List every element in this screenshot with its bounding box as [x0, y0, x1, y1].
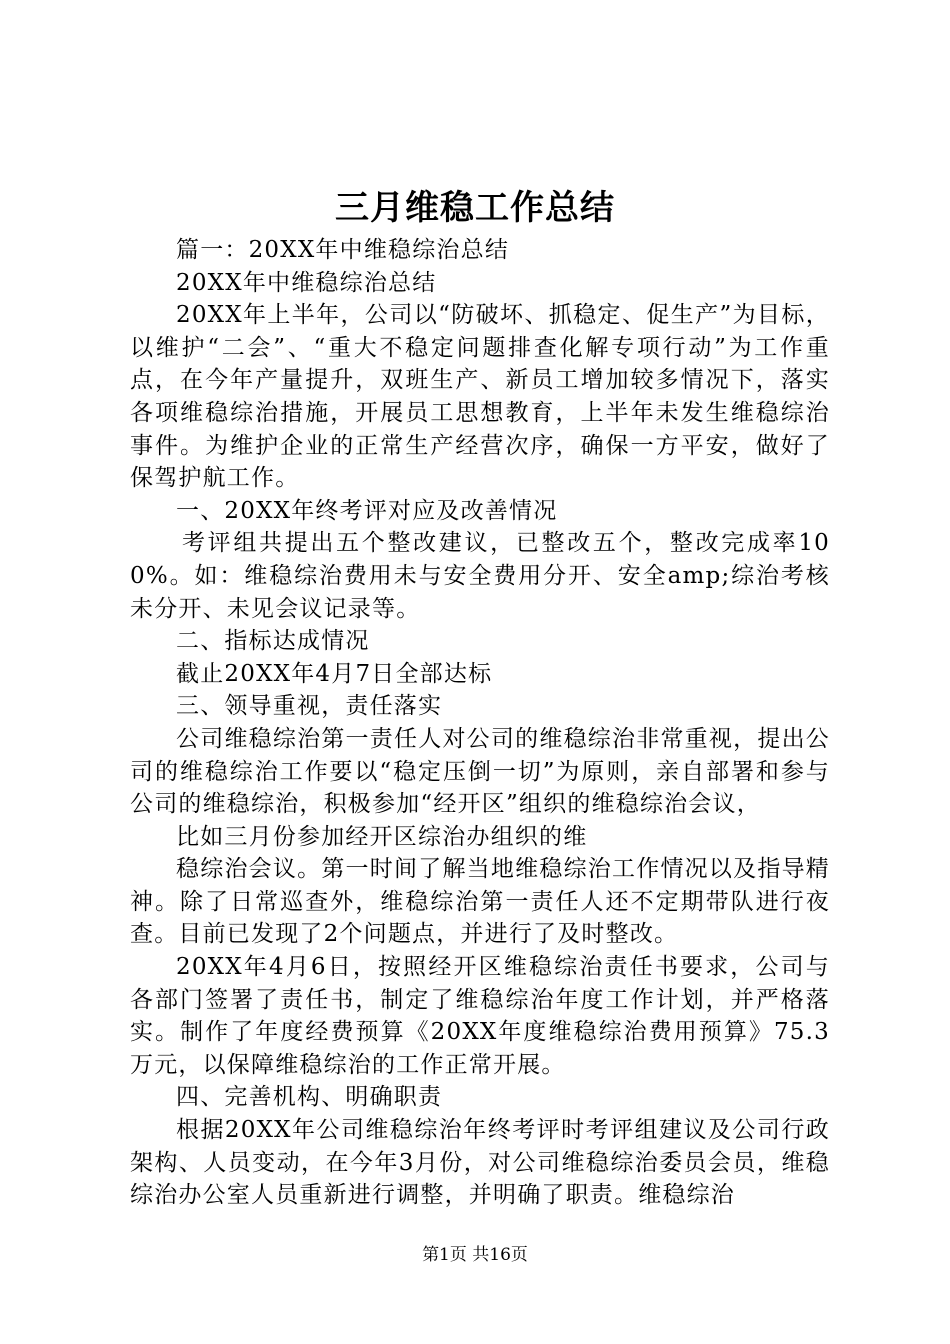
- paragraph-heading-3: 三、领导重视，责任落实: [176, 693, 443, 720]
- document-title: 三月维稳工作总结: [335, 188, 615, 228]
- paragraph-organization: 根据20XX年公司维稳综治年终考评时考评组建议及公司行政架构、人员变动，在今年3月份，对公司维稳综治委员会员，维稳综治办公室人员重新进行调整，并明确了职责。维稳综治: [130, 1117, 830, 1209]
- paragraph-example: 比如三月份参加经开区综治办组织的维: [176, 823, 588, 850]
- paragraph-intro: 20XX年上半年，公司以“防破坏、抓稳定、促生产”为目标，以维护“二会”、“重大不稳定问题排查化解专项行动”为工作重点，在今年产量提升，双班生产、新员工增加较多情况下，落实各项维稳综治措施，开展员工思想教育，上半年未发生维稳综治事件。为维护企业的正常生产经营次序，确保一方平安，做好了保驾护航工作。: [130, 302, 830, 492]
- paragraph-responsibility: 20XX年4月6日，按照经开区维稳综治责任书要求，公司与各部门签署了责任书，制定了维稳综治年度工作计划，并严格落实。制作了年度经费预算《20XX年度维稳综治费用预算》75.3万元，以保障维稳综治的工作正常开展。: [130, 954, 830, 1078]
- paragraph-heading-1: 一、20XX年终考评对应及改善情况: [176, 497, 558, 524]
- document-body: [130, 234, 830, 1212]
- paragraph-subtitle: 20XX年中维稳综治总结: [176, 269, 437, 296]
- paragraph-meeting: 稳综治会议。第一时间了解当地维稳综治工作情况以及指导精神。除了日常巡查外，维稳综治第一责任人还不定期带队进行夜查。目前已发现了2个问题点，并进行了及时整改。: [130, 856, 830, 948]
- paragraph-section-heading: 篇一：20XX年中维稳综治总结: [176, 237, 510, 263]
- paragraph-targets: 截止20XX年4月7日全部达标: [176, 660, 493, 687]
- page-number: 第1页 共16页: [422, 1245, 528, 1265]
- paragraph-heading-4: 四、完善机构、明确职责: [176, 1084, 443, 1111]
- paragraph-leadership: 公司维稳综治第一责任人对公司的维稳综治非常重视，提出公司的维稳综治工作要以“稳定压倒一切”为原则，亲自部署和参与公司的维稳综治，积极参加“经开区”组织的维稳综治会议，: [130, 725, 830, 818]
- paragraph-rectification: 考评组共提出五个整改建议，已整改五个，整改完成率100%。如：维稳综治费用未与安全费用分开、安全amp;综治考核未分开、未见会议记录等。: [130, 530, 830, 622]
- paragraph-heading-2: 二、指标达成情况: [176, 628, 370, 655]
